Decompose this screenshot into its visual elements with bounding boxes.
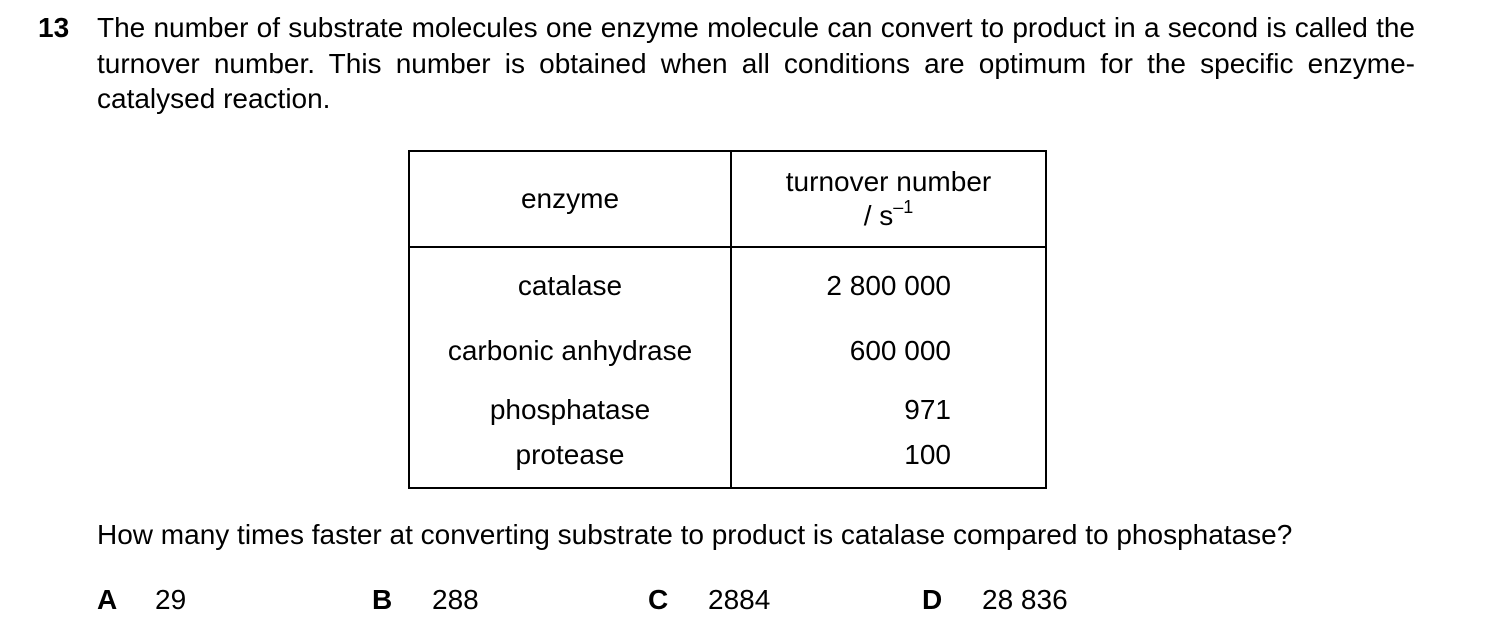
option-a[interactable]: [97, 582, 186, 618]
question-stem: The number of substrate molecules one enzyme molecule can convert to product in a second is called the turnover number. This number is obtained when all conditions are optimum for the specific enzyme-catalysed reaction.: [97, 12, 1415, 114]
unit-exponent: –1: [893, 196, 914, 217]
option-value: 29: [155, 584, 187, 615]
question-number: 13: [38, 12, 70, 43]
turnover-cell: 971: [731, 381, 1046, 440]
option-value: 288: [432, 584, 479, 615]
option-value: 28 836: [982, 584, 1068, 615]
table-row: [409, 439, 1046, 488]
option-d[interactable]: [922, 582, 1068, 618]
header-enzyme: enzyme: [409, 151, 731, 247]
turnover-table: [408, 150, 1047, 489]
option-letter: B: [372, 584, 393, 615]
table-row: [409, 247, 1046, 322]
enzyme-cell: carbonic anhydrase: [409, 322, 731, 381]
table-row: [409, 322, 1046, 381]
header-turnover: [731, 151, 1046, 247]
question-prompt: How many times faster at converting substrate to product is catalase compared to phosphatase?: [97, 519, 1293, 550]
unit-prefix: / s: [863, 200, 894, 231]
option-value: 2884: [708, 584, 771, 615]
turnover-cell: 2 800 000: [731, 247, 1046, 322]
option-b[interactable]: [372, 582, 479, 618]
enzyme-cell: catalase: [409, 247, 731, 322]
option-c[interactable]: [648, 582, 770, 618]
option-letter: D: [922, 584, 943, 615]
header-turnover-unit: [863, 196, 914, 231]
option-letter: C: [648, 584, 669, 615]
enzyme-cell: phosphatase: [409, 381, 731, 440]
option-letter: A: [97, 584, 118, 615]
table-row: [409, 381, 1046, 440]
turnover-cell: 100: [731, 439, 1046, 488]
table-header-row: [409, 151, 1046, 247]
enzyme-cell: protease: [409, 439, 731, 488]
turnover-cell: 600 000: [731, 322, 1046, 381]
header-turnover-label: turnover number: [785, 166, 992, 197]
